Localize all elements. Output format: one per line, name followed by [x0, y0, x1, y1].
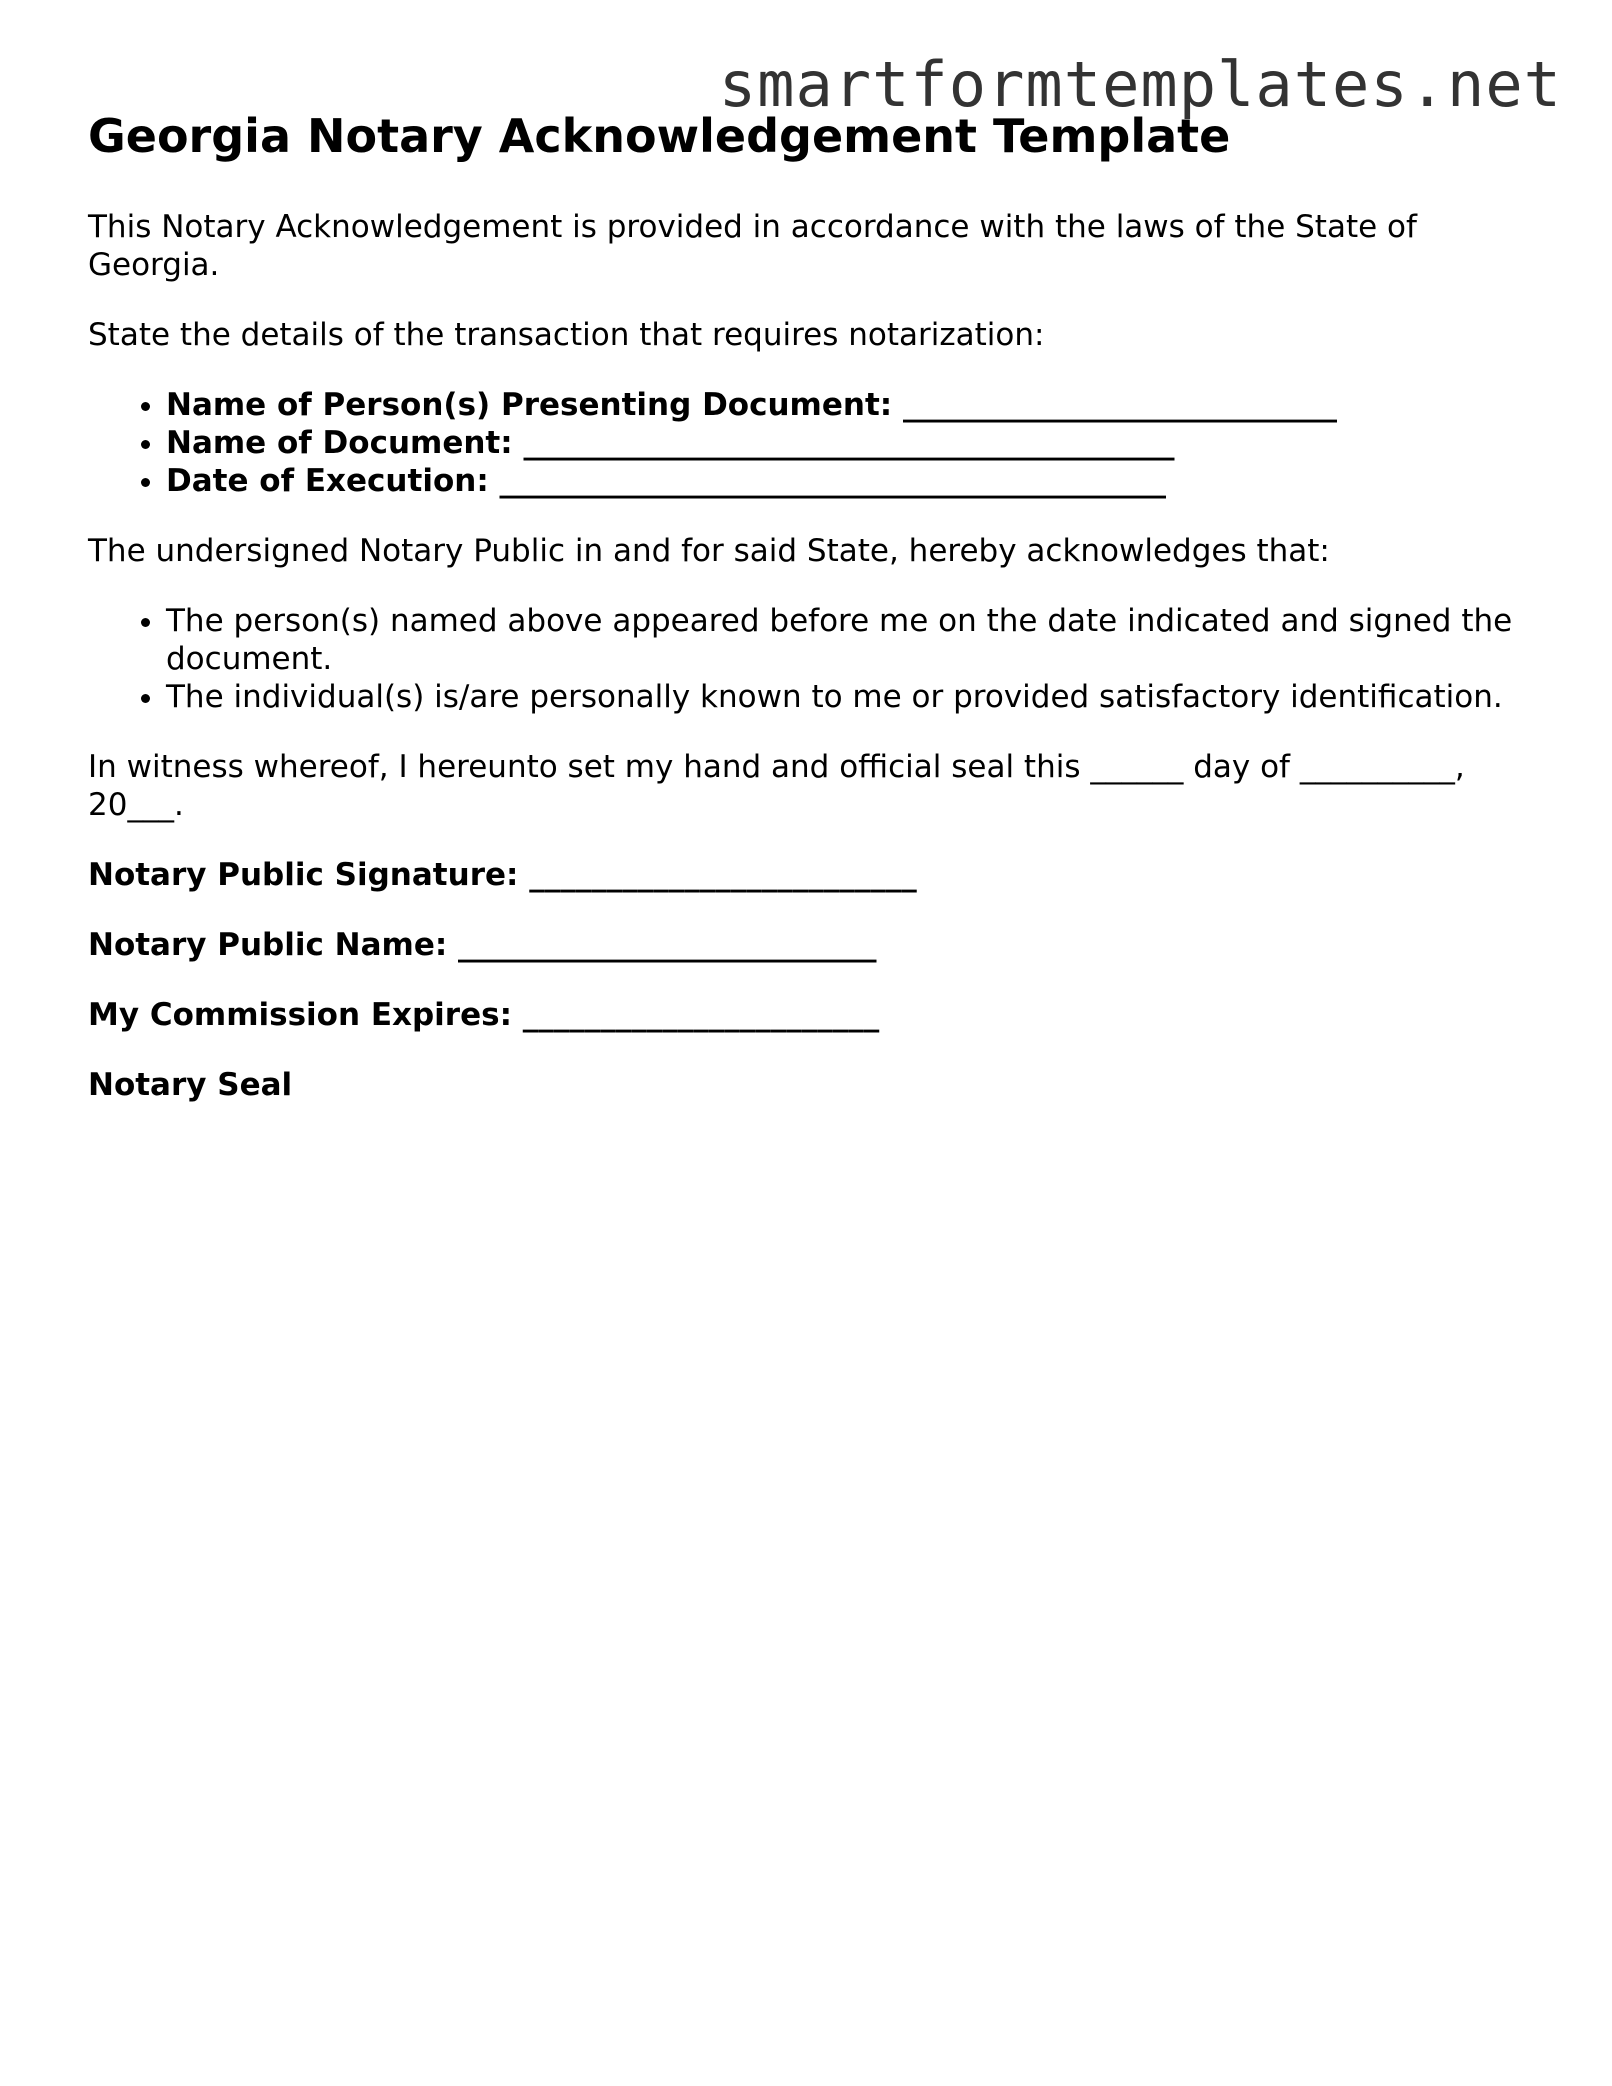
commission-expires-field: My Commission Expires: _______________________ [88, 997, 880, 1033]
watermark: smartformtemplates.net [718, 48, 1562, 121]
notary-signature-field: Notary Public Signature: _________________________ [88, 857, 917, 893]
detail-document-name: • Name of Document: __________________________________________ [166, 424, 1528, 462]
acknowledgement-item: • The person(s) named above appeared before me on the date indicated and signed the document. [166, 602, 1528, 678]
acknowledgements-list [88, 602, 1528, 716]
intro-paragraph: This Notary Acknowledgement is provided in accordance with the laws of the State of Georgia. [88, 209, 1417, 283]
acknowledgement-item: • The individual(s) is/are personally known to me or provided satisfactory identification. [166, 678, 1528, 716]
details-list [88, 386, 1528, 500]
document-body [88, 108, 1528, 1136]
witness-paragraph: In witness whereof, I hereunto set my hand and official seal this ______ day of __________, 20___. [88, 749, 1465, 823]
notary-name-field: Notary Public Name: ___________________________ [88, 927, 877, 963]
detail-presenter-name: • Name of Person(s) Presenting Document: ____________________________ [166, 386, 1528, 424]
acknowledge-intro: The undersigned Notary Public in and for said State, hereby acknowledges that: [88, 533, 1330, 569]
notary-seal-label: Notary Seal [88, 1067, 293, 1103]
details-prompt: State the details of the transaction that requires notarization: [88, 317, 1045, 353]
detail-execution-date: • Date of Execution: ___________________________________________ [166, 462, 1528, 500]
page-title: Georgia Notary Acknowledgement Template [88, 109, 1231, 163]
